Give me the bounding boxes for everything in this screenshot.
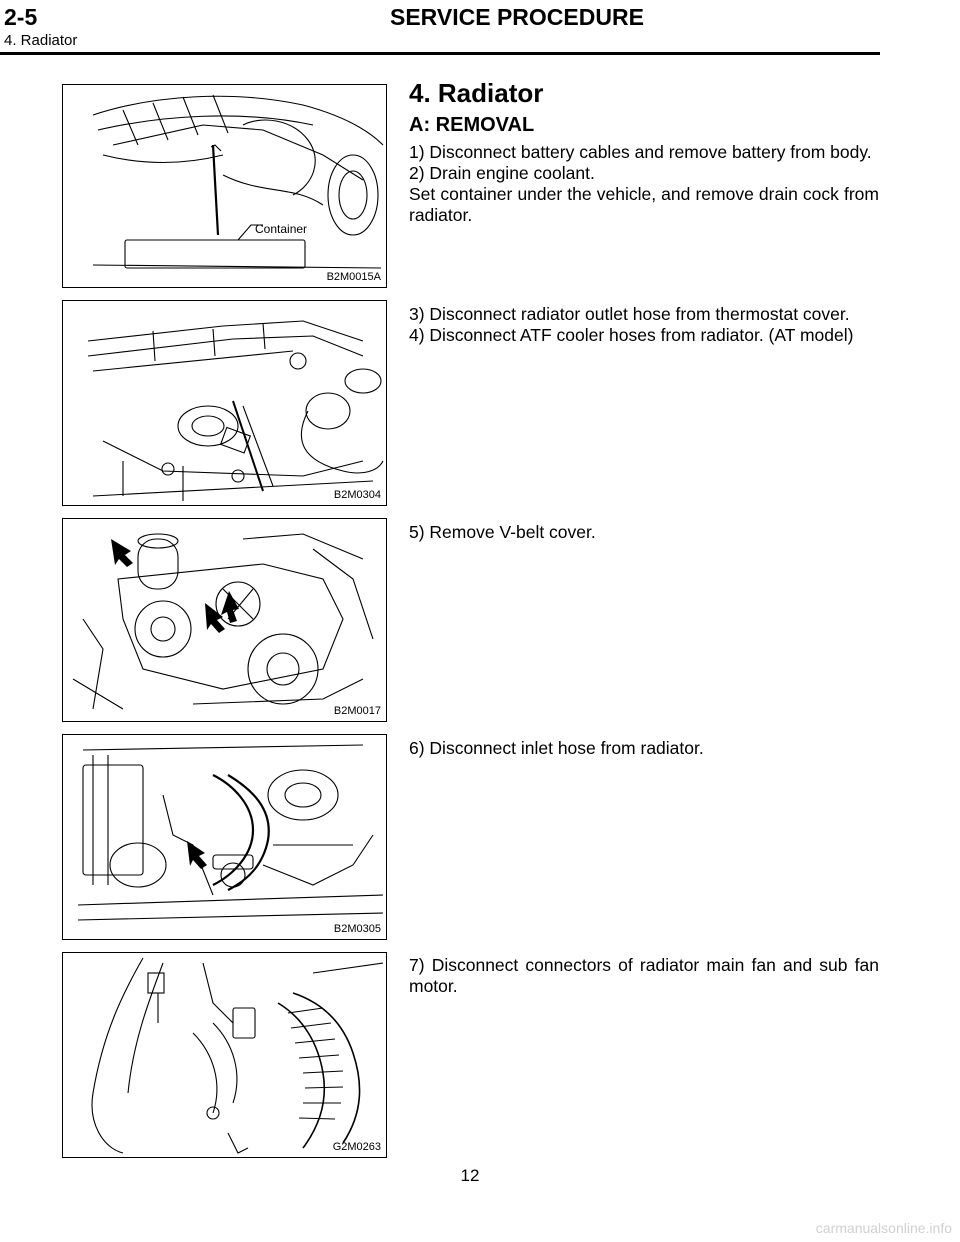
figure-inlet-hose [62, 734, 387, 940]
figure-code: G2M0263 [332, 1141, 381, 1153]
vbelt-cover-illustration [63, 519, 387, 722]
steps-block-5 [409, 955, 879, 997]
steps-block-3 [409, 522, 879, 543]
figure-callout-label: Container [255, 222, 308, 236]
figure-outlet-hose [62, 300, 387, 506]
engine-underside-illustration [63, 85, 387, 288]
header-rule [0, 52, 880, 55]
inlet-hose-illustration [63, 735, 387, 940]
section-title: 4. Radiator [409, 78, 544, 108]
step-text: 5) Remove V-belt cover. [409, 522, 596, 542]
step-text: 2) Drain engine coolant. [409, 163, 595, 183]
thermostat-area-illustration [63, 301, 387, 506]
steps-block-1 [409, 142, 879, 226]
figure-code: B2M0015A [326, 271, 381, 283]
figure-code: B2M0305 [333, 923, 381, 935]
section-code: 2-5 [4, 4, 38, 30]
page-header-subtitle: 4. Radiator [4, 32, 78, 49]
page-number: 12 [460, 1166, 480, 1185]
fan-connector-illustration [63, 953, 387, 1158]
step-text: 1) Disconnect battery cables and remove battery from body. [409, 142, 872, 162]
figure-drain-coolant [62, 84, 387, 288]
figure-fan-connectors [62, 952, 387, 1158]
figure-code: B2M0017 [333, 705, 381, 717]
steps-block-4 [409, 738, 879, 759]
page-header-title: SERVICE PROCEDURE [390, 4, 644, 30]
figure-code: B2M0304 [333, 489, 381, 501]
watermark: carmanualsonline.info [815, 1220, 952, 1236]
step-text: Set container under the vehicle, and remove drain cock from radiator. [409, 184, 879, 225]
step-text: 7) Disconnect connectors of radiator main fan and sub fan motor. [409, 955, 879, 996]
step-text: 4) Disconnect ATF cooler hoses from radiator. (AT model) [409, 325, 854, 345]
steps-block-2 [409, 304, 879, 346]
step-text: 6) Disconnect inlet hose from radiator. [409, 738, 704, 758]
step-text: 3) Disconnect radiator outlet hose from thermostat cover. [409, 304, 850, 324]
figure-vbelt-cover [62, 518, 387, 722]
subsection-title: A: REMOVAL [409, 114, 535, 136]
